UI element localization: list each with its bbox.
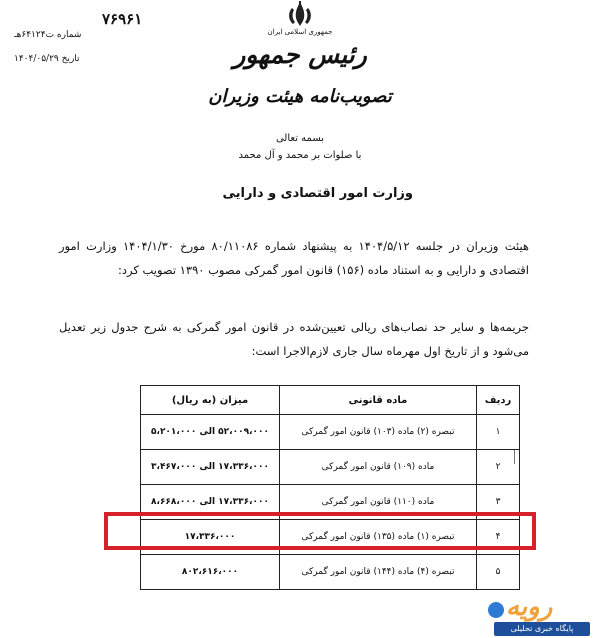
cell-mizan: ۱۷،۳۳۶،۰۰۰ الی ۳،۴۶۷،۰۰۰ (141, 450, 280, 485)
cell-mizan: ۱۷،۳۳۶،۰۰۰ (141, 520, 280, 555)
cell-mizan: ۵۲،۰۰۹،۰۰۰ الی ۵،۲۰۱،۰۰۰ (141, 415, 280, 450)
header-radif: ردیف (477, 386, 520, 415)
reference-number: ۷۶۹۶۱ (102, 10, 143, 28)
cell-madde: ماده (۱۱۰) قانون امور گمرکی (280, 485, 477, 520)
table-row (141, 450, 520, 485)
margin-mark (514, 450, 515, 464)
body-paragraph-2: جریمه‌ها و سایر حد نصاب‌های ریالی تعیین‌شده در قانون امور گمرکی به شرح جدول زیر تعدیل می‌شود و از تاریخ اول مهرماه سال جاری لازم‌الاجرا است: (59, 320, 529, 358)
watermark-logo (484, 592, 594, 638)
cell-madde: تبصره (۱) ماده (۱۳۵) قانون امور گمرکی (280, 520, 477, 555)
cell-radif: ۳ (477, 485, 520, 520)
salavat: با صلوات بر محمد و آل محمد (238, 150, 362, 161)
ref-line1-value: ت۶۴۱۲۴هـ (14, 30, 55, 40)
ref-line2-label: تاریخ (61, 54, 80, 64)
logo-badge-icon (488, 602, 504, 618)
cell-madde: ماده (۱۰۹) قانون امور گمرکی (280, 450, 477, 485)
cell-radif: ۱ (477, 415, 520, 450)
iran-emblem-icon (283, 0, 317, 28)
addressee: وزارت امور اقتصادی و دارایی (222, 186, 413, 201)
cell-radif: ۵ (477, 555, 520, 590)
cell-madde: تبصره (۴) ماده (۱۴۴) قانون امور گمرکی (280, 555, 477, 590)
cell-radif: ۴ (477, 520, 520, 555)
reference-date-line (14, 54, 80, 64)
ref-line2-value: ۱۴۰۴/۰۵/۲۹ (14, 54, 59, 64)
highlight-box (104, 512, 536, 550)
cell-mizan: ۸۰۲،۶۱۶،۰۰۰ (141, 555, 280, 590)
country-name: جمهوری اسلامی ایران (267, 28, 333, 36)
reference-number-line (14, 30, 81, 40)
document-subtitle: تصویب‌نامه هیئت وزیران (208, 86, 392, 107)
besmellah: بسمه تعالی (275, 133, 325, 144)
office-title: رئیس جمهور (233, 40, 367, 69)
cell-radif: ۲ (477, 450, 520, 485)
header-mizan: میزان (به ریال) (141, 386, 280, 415)
header-madde: ماده قانونی (280, 386, 477, 415)
penalties-table (140, 385, 520, 590)
cell-mizan: ۱۷،۳۳۶،۰۰۰ الی ۸،۶۶۸،۰۰۰ (141, 485, 280, 520)
cell-madde: تبصره (۲) ماده (۱۰۳) قانون امور گمرکی (280, 415, 477, 450)
watermark-word: رویه (506, 592, 553, 622)
table-row (141, 555, 520, 590)
table-header-row (141, 386, 520, 415)
watermark-tagline: پایگاه خبری تحلیلی (494, 622, 590, 636)
body-paragraph-1: هیئت وزیران در جلسه ۱۴۰۴/۵/۱۲ به پیشنهاد شماره ۸۰/۱۱۰۸۶ مورخ ۱۴۰۴/۱/۳۰ وزارت امور اقتصادی و دارایی و به استناد ماده (۱۵۶) قانون امور گمرکی مصوب ۱۳۹۰ تصویب کرد: (59, 239, 529, 277)
table-row (141, 415, 520, 450)
ref-line1-label: شماره (56, 30, 82, 40)
